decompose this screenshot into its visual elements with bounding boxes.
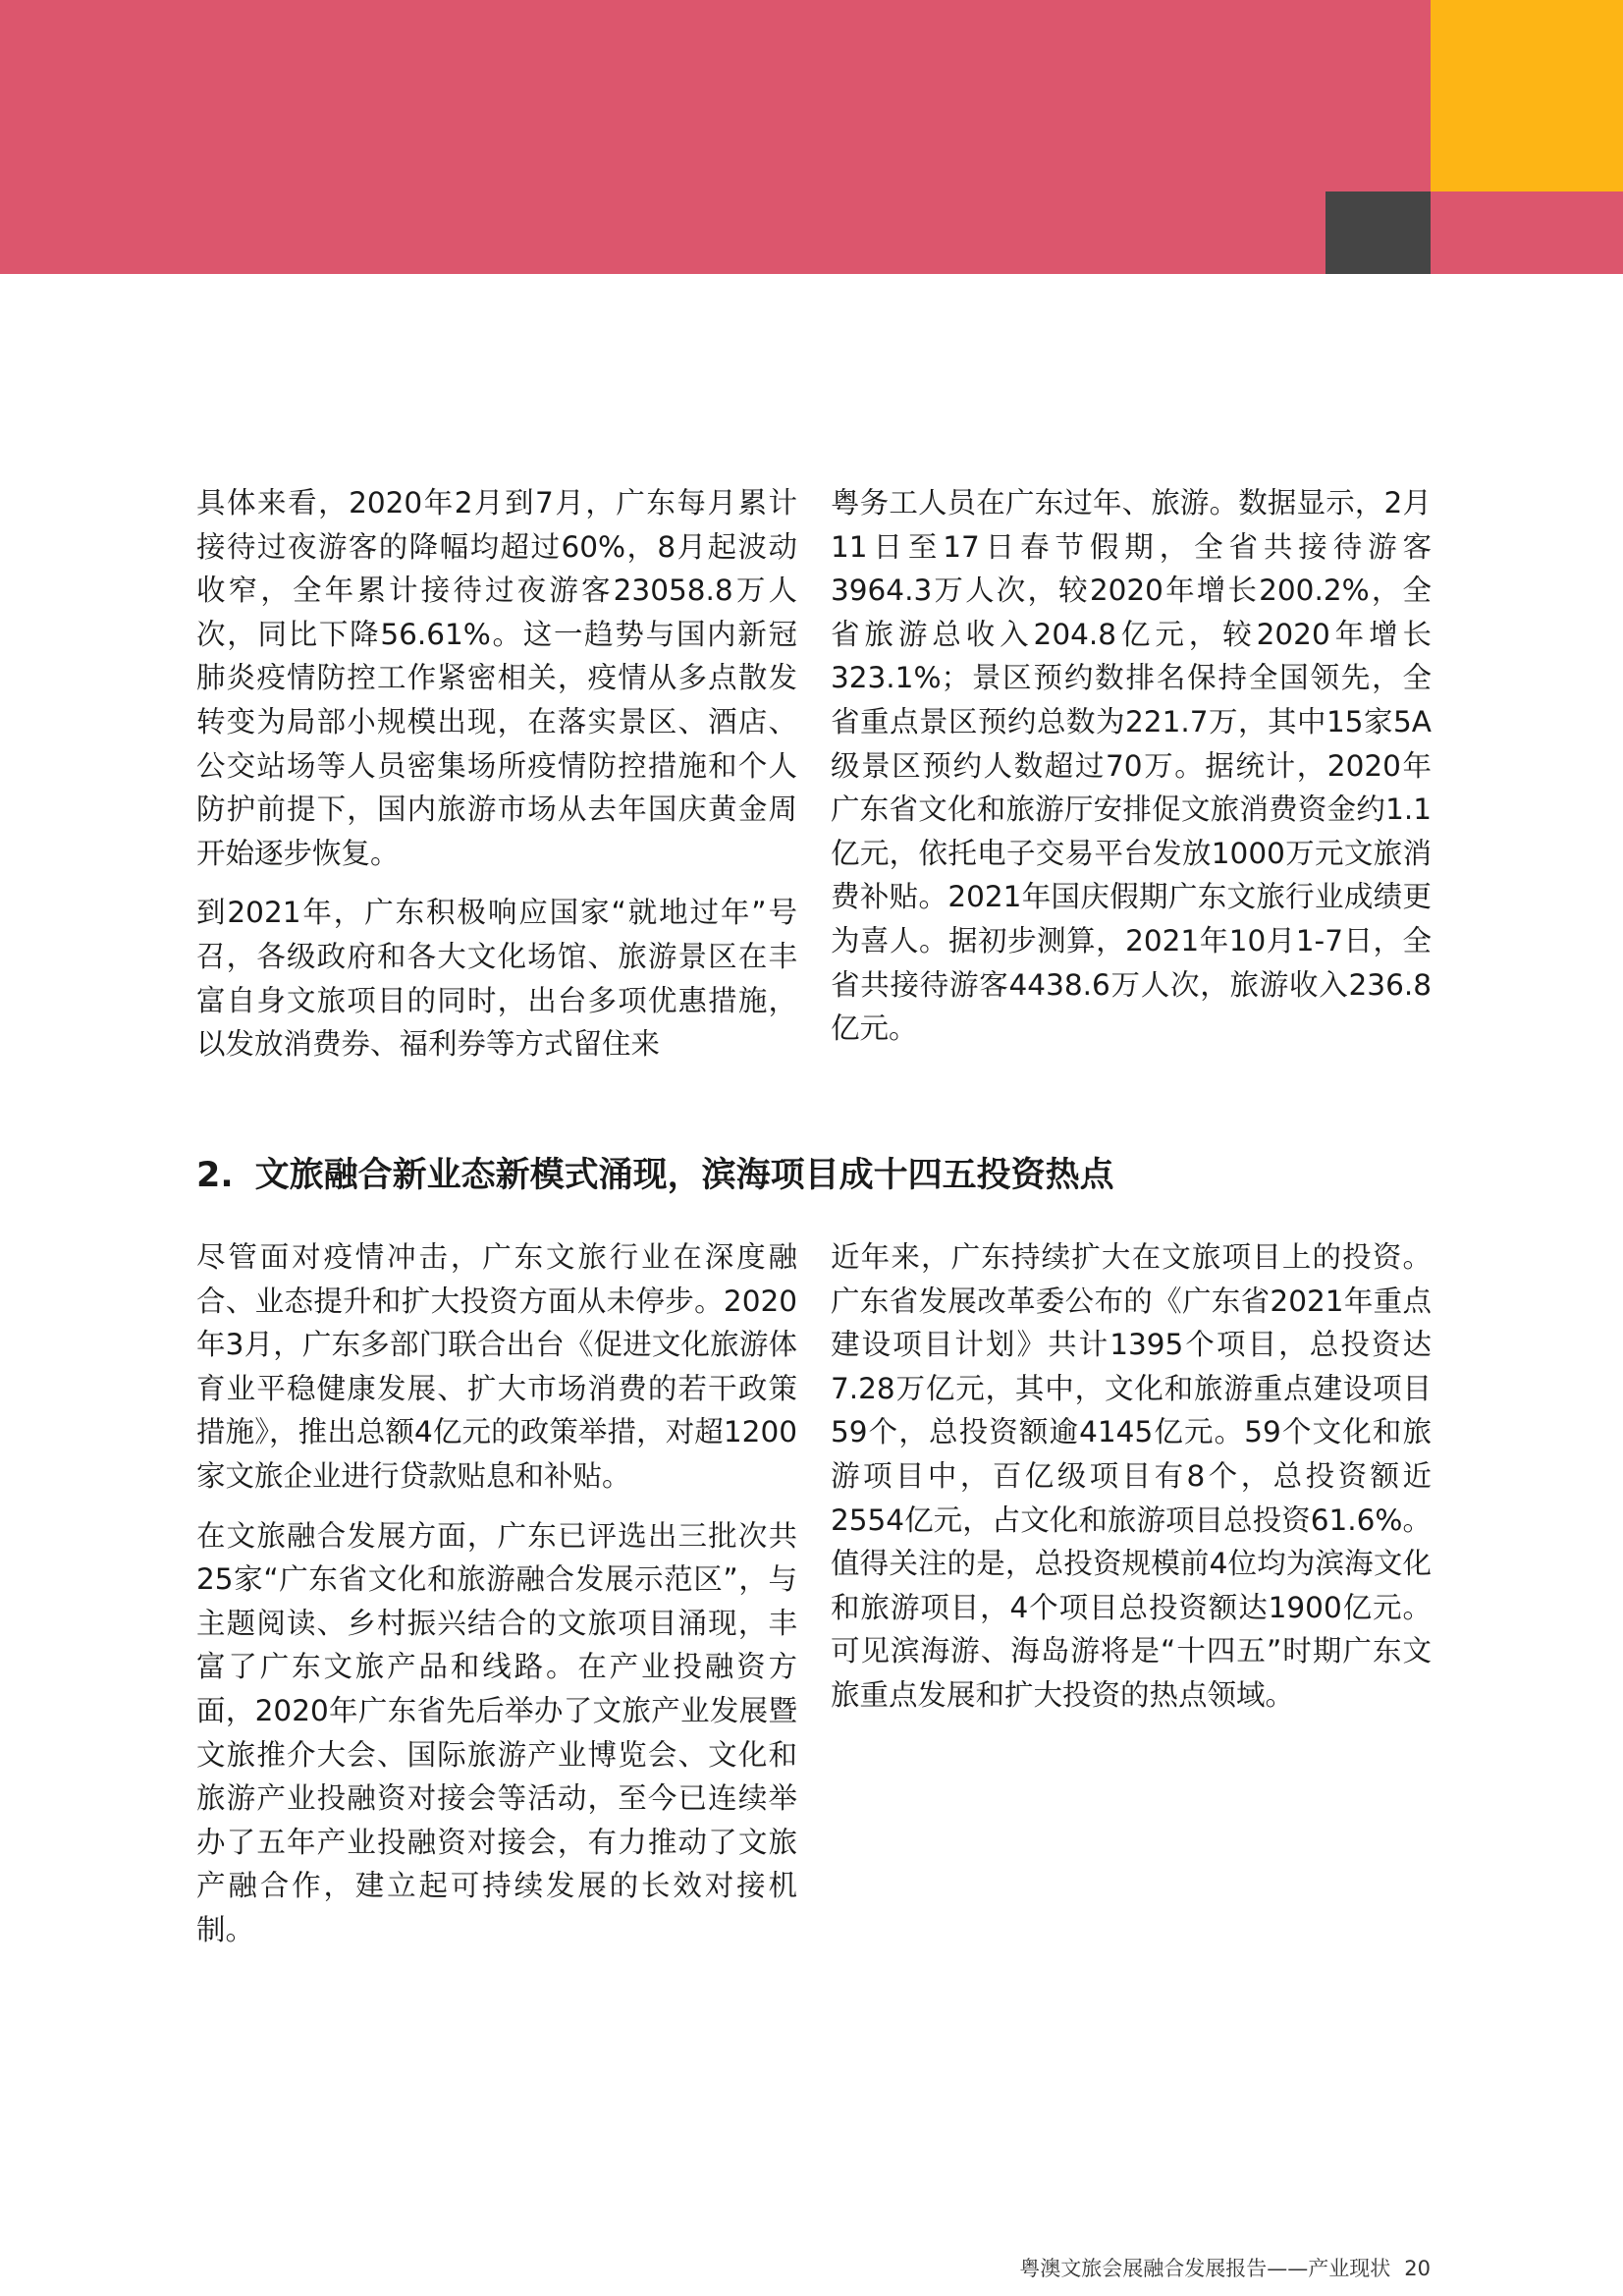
paragraph: 粤务工人员在广东过年、旅游。数据显示，2月11日至17日春节假期，全省共接待游客3964.3万人次，较2020年增长200.2%，全省旅游总收入204.8亿元，较2020年增长323.1%；景区预约数排名保持全国领先，全省重点景区预约总数为221.7万，其中15家5A级景区预约人数超过70万。据统计，2020年广东省文化和旅游厅安排促文旅消费资金约1.1亿元，依托电子交易平台发放1000万元文旅消费补贴。2021年国庆假期广东文旅行业成绩更为喜人。据初步测算，2021年10月1-7日，全省共接待游客4438.6万人次，旅游收入236.8亿元。	[831, 486, 1432, 1046]
header-accent-yellow	[1431, 0, 1623, 191]
header-accent-dark	[1325, 191, 1431, 274]
paragraph: 近年来，广东持续扩大在文旅项目上的投资。广东省发展改革委公布的《广东省2021年重点建设项目计划》共计1395个项目，总投资达7.28万亿元，其中，文化和旅游重点建设项目59个，总投资额逾4145亿元。59个文化和旅游项目中，百亿级项目有8个，总投资额近2554亿元，占文化和旅游项目总投资61.6%。值得关注的是，总投资规模前4位均为滨海文化和旅游项目，4个项目总投资额达1900亿元。可见滨海游、海岛游将是“十四五”时期广东文旅重点发展和扩大投资的热点领域。	[831, 1240, 1432, 1712]
section-title: 文旅融合新业态新模式涌现，滨海项目成十四五投资热点	[254, 1156, 1114, 1195]
page-footer	[1019, 2255, 1431, 2282]
paragraph: 到2021年，广东积极响应国家“就地过年”号召，各级政府和各大文化场馆、旅游景区在丰富自身文旅项目的同时，出台多项优惠措施，以发放消费券、福利券等方式留住来	[196, 896, 797, 1062]
section1-left-column	[196, 481, 797, 1082]
paragraph: 在文旅融合发展方面，广东已评选出三批次共25家“广东省文化和旅游融合发展示范区”，与主题阅读、乡村振兴结合的文旅项目涌现，丰富了广东文旅产品和线路。在产业投融资方面，2020年广东省先后举办了文旅产业发展暨文旅推介大会、国际旅游产业博览会、文化和旅游产业投融资对接会等活动，至今已连续举办了五年产业投融资对接会，有力推动了文旅产融合作，建立起可持续发展的长效对接机制。	[196, 1518, 797, 1946]
section2-left-column	[196, 1235, 797, 1968]
paragraph: 具体来看，2020年2月到7月，广东每月累计接待过夜游客的降幅均超过60%，8月起波动收窄，全年累计接待过夜游客23058.8万人次，同比下降56.61%。这一趋势与国内新冠肺炎疫情防控工作紧密相关，疫情从多点散发转变为局部小规模出现，在落实景区、酒店、公交站场等人员密集场所疫情防控措施和个人防护前提下，国内旅游市场从去年国庆黄金周开始逐步恢复。	[196, 486, 797, 870]
page-number: 20	[1404, 2257, 1431, 2280]
footer-title: 粤澳文旅会展融合发展报告——产业现状	[1019, 2257, 1391, 2280]
section2-right-column	[831, 1235, 1432, 1733]
section1-right-column	[831, 481, 1432, 1066]
section-heading	[196, 1151, 1114, 1200]
paragraph: 尽管面对疫情冲击，广东文旅行业在深度融合、业态提升和扩大投资方面从未停步。2020年3月，广东多部门联合出台《促进文化旅游体育业平稳健康发展、扩大市场消费的若干政策措施》，推出总额4亿元的政策举措，对超1200家文旅企业进行贷款贴息和补贴。	[196, 1240, 797, 1493]
section-number: 2.	[196, 1156, 234, 1195]
